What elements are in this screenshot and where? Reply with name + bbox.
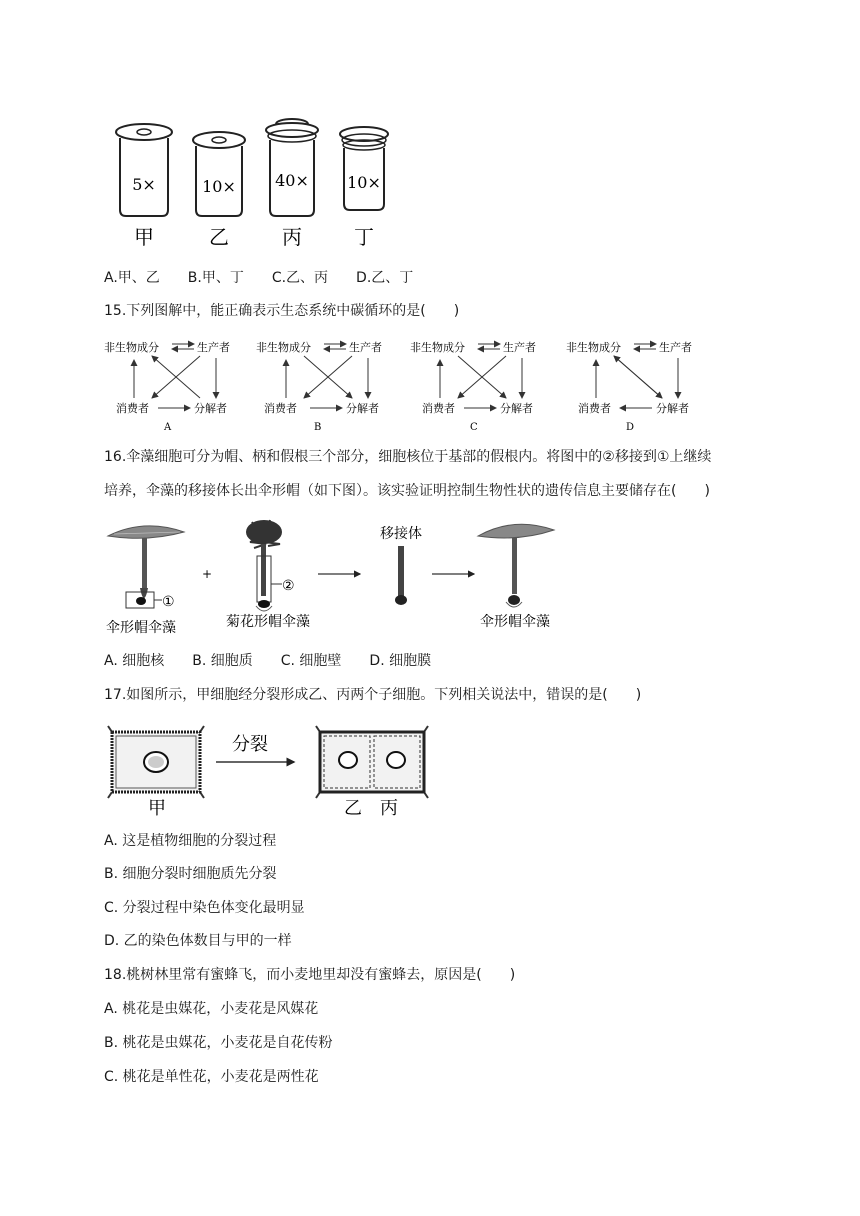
q18-option-c: C. 桃花是单性花，小麦花是两性花	[104, 1069, 319, 1085]
objective-label: 乙	[209, 225, 229, 249]
svg-text:D: D	[626, 422, 635, 433]
q18-option-b: B. 桃花是虫媒花，小麦花是自花传粉	[104, 1035, 333, 1051]
objective-mag: 10×	[202, 177, 236, 196]
svg-text:菊花形帽伞藻: 菊花形帽伞藻	[226, 614, 310, 630]
svg-text:消费者: 消费者	[264, 402, 297, 415]
objective-ding	[340, 127, 388, 249]
svg-text:①: ①	[162, 594, 175, 610]
svg-text:消费者: 消费者	[578, 402, 611, 415]
diagram-c	[410, 340, 536, 433]
cell-division-figure	[104, 722, 444, 822]
svg-text:B: B	[314, 422, 322, 433]
objective-jia	[116, 124, 172, 249]
svg-text:②: ②	[282, 578, 295, 594]
svg-text:甲: 甲	[148, 798, 166, 819]
svg-text:伞形帽伞藻: 伞形帽伞藻	[106, 620, 176, 636]
svg-text:伞形帽伞藻: 伞形帽伞藻	[480, 614, 550, 630]
divide-label: 分裂	[232, 734, 268, 755]
q17-option-d: D. 乙的染色体数目与甲的一样	[104, 933, 292, 949]
objective-bing	[266, 119, 318, 249]
objective-label: 丁	[354, 225, 374, 249]
diagram-b	[256, 340, 382, 433]
acetabularia-figure	[104, 516, 564, 640]
svg-text:非生物成分: 非生物成分	[410, 341, 465, 354]
q17-option-b: B. 细胞分裂时细胞质先分裂	[104, 866, 277, 882]
q16-stem-line1: 16.伞藻细胞可分为帽、柄和假根三个部分，细胞核位于基部的假根内。将图中的②移接到①上继续	[104, 449, 712, 465]
svg-text:分解者: 分解者	[500, 402, 533, 415]
objective-label: 丙	[282, 225, 302, 249]
objectives-figure	[104, 112, 414, 252]
svg-text:消费者: 消费者	[422, 402, 455, 415]
svg-text:非生物成分: 非生物成分	[566, 341, 621, 354]
diagram-a	[104, 340, 230, 433]
svg-text:生产者: 生产者	[659, 341, 692, 354]
grafted-body	[380, 525, 422, 605]
svg-text:生产者: 生产者	[503, 341, 536, 354]
q14-options: A.甲、乙 B.甲、丁 C.乙、丙 D.乙、丁	[104, 270, 414, 286]
result-algae	[478, 524, 554, 630]
svg-text:生产者: 生产者	[349, 341, 382, 354]
svg-text:分解者: 分解者	[346, 402, 379, 415]
objective-mag: 40×	[275, 171, 309, 190]
diagram-d	[566, 340, 692, 433]
q15-stem: 15.下列图解中，能正确表示生态系统中碳循环的是( )	[104, 303, 460, 319]
q17-stem: 17.如图所示，甲细胞经分裂形成乙、丙两个子细胞。下列相关说法中，错误的是( )	[104, 687, 642, 703]
objective-mag: 10×	[347, 173, 381, 192]
svg-text:乙 丙: 乙 丙	[344, 798, 398, 819]
objective-label: 甲	[134, 225, 154, 249]
svg-text:消费者: 消费者	[116, 402, 149, 415]
carbon-cycle-diagrams	[104, 334, 704, 434]
svg-text:非生物成分: 非生物成分	[256, 341, 311, 354]
svg-text:移接体: 移接体	[380, 526, 422, 542]
q16-stem-line2: 培养，伞藻的移接体长出伞形帽（如下图）。该实验证明控制生物性状的遗传信息主要储存在( )	[104, 483, 710, 499]
q17-option-c: C. 分裂过程中染色体变化最明显	[104, 900, 305, 916]
cell-jia	[108, 726, 204, 819]
daughter-cells	[316, 726, 428, 819]
svg-text:生产者: 生产者	[197, 341, 230, 354]
svg-text:分解者: 分解者	[194, 402, 227, 415]
svg-text:分解者: 分解者	[656, 402, 689, 415]
svg-text:C: C	[470, 422, 478, 433]
objective-yi	[193, 132, 245, 249]
plus-sign: +	[202, 567, 213, 581]
svg-text:A: A	[164, 422, 172, 433]
q18-stem: 18.桃树林里常有蜜蜂飞，而小麦地里却没有蜜蜂去，原因是( )	[104, 967, 516, 983]
chrysanthemum-cap-algae	[226, 520, 310, 630]
svg-text:非生物成分: 非生物成分	[104, 341, 159, 354]
umbrella-cap-algae	[106, 526, 184, 636]
objective-mag: 5×	[132, 175, 156, 194]
q18-option-a: A. 桃花是虫媒花，小麦花是风媒花	[104, 1001, 319, 1017]
q16-options: A. 细胞核 B. 细胞质 C. 细胞壁 D. 细胞膜	[104, 653, 432, 669]
q17-option-a: A. 这是植物细胞的分裂过程	[104, 833, 277, 849]
